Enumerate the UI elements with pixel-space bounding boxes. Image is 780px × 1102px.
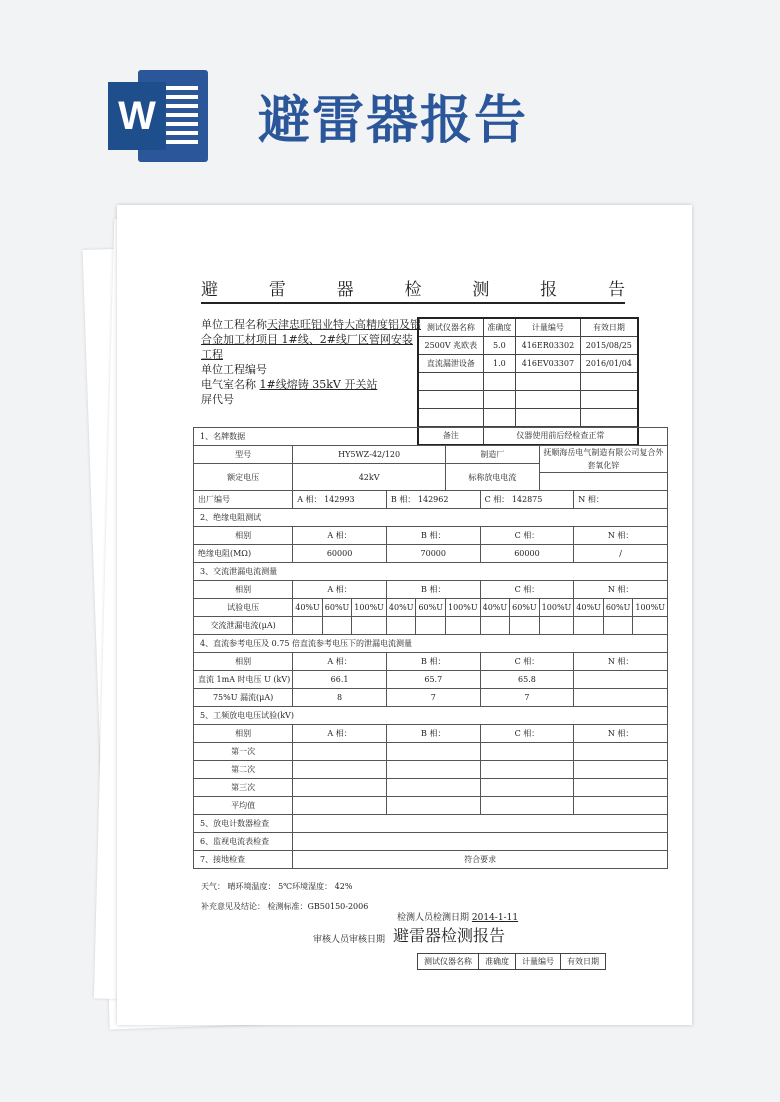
test-data-table: 1、名牌数据 型号 HY5WZ-42/120 制造厂 抚顺海岳电气制造有限公司复合外套氧化锌 额定电压 42kV 标称放电电流 出厂编号 A 相： 142993 B 相： 142962 C 相： 142875 N 相： 2、绝缘电阻测试 相别 A 相： B 相： C 相： N 相： 绝缘电阻(MΩ) 60000 70000 60000 / 3、交流泄漏电流测量 相别 A 相： B 相： C 相： N 相： 试验电压 40%U 60%U 100%U 40%U 60%U 100%U 40%U 60%U 100%U 40%U 60%U 100%U 交流泄漏电流(μA) 4、直流参考电压及 0.75 倍直流参考电压下的泄漏电流测量 相别 A 相： B 相： C 相： N 相： 直流 1mA 时电压 U (kV) 66.1 65.7 65.8 75%U 漏流(μA) 8 7 7 5、工频放电电压试验(kV) 相别 A 相： B 相： C 相： N 相： 第一次 第二次 第三次 平均值 5、放电计数器检查 6、监视电流表检查 7、接地检查 符合要求 bbox=[193, 427, 668, 869]
room-label: 电气室名称 bbox=[201, 378, 256, 391]
room-value: 1#线熔铸 35kV 开关站 bbox=[259, 378, 378, 391]
document-title: 避雷器报告 bbox=[258, 91, 529, 151]
inspect-date: 2014-1-11 bbox=[471, 913, 519, 923]
word-icon-letter: W bbox=[108, 82, 166, 150]
section-ac-leak: 3、交流泄漏电流测量 bbox=[194, 563, 668, 581]
word-icon bbox=[108, 70, 208, 162]
ground-result: 符合要求 bbox=[293, 851, 668, 869]
header bbox=[0, 0, 780, 200]
table-row: 直流漏泄设备 1.0 416EV03307 2016/01/04 bbox=[418, 355, 638, 373]
report-page bbox=[117, 205, 692, 1025]
section-dc-ref: 4、直流参考电压及 0.75 倍直流参考电压下的泄漏电流测量 bbox=[194, 635, 668, 653]
maker-value: 抚顺海岳电气制造有限公司复合外套氧化锌 bbox=[539, 446, 667, 473]
title-char: 检 bbox=[404, 280, 422, 300]
reviewer-line: 审核人员审核日期 bbox=[313, 935, 386, 945]
title-char: 器 bbox=[336, 280, 354, 300]
model-value: HY5WZ-42/120 bbox=[293, 446, 446, 464]
serial-a: A 相： 142993 bbox=[293, 491, 387, 509]
weather-line: 天气： 晴环境温度： 5℃环境湿度： 42% bbox=[201, 882, 353, 891]
check-counter: 5、放电计数器检查 bbox=[194, 815, 293, 833]
section-nameplate: 1、名牌数据 bbox=[194, 428, 668, 446]
footer-notes bbox=[201, 877, 368, 917]
unit-project-value: 天津忠旺铝业特大高精度铝及铝合金加工材项目 1#线、2#线厂区管网安装工程 bbox=[201, 318, 421, 361]
rated-voltage-value: 42kV bbox=[293, 464, 446, 491]
instrument-header: 准确度 bbox=[483, 318, 515, 337]
notes-line: 补充意见及结论： 检测标准：GB50150-2006 bbox=[201, 902, 369, 911]
unit-project-no-label: 单位工程编号 bbox=[201, 363, 267, 376]
instrument-header: 计量编号 bbox=[516, 318, 581, 337]
title-char: 避 bbox=[201, 280, 218, 300]
title-char: 雷 bbox=[268, 280, 286, 300]
instrument-header: 测试仪器名称 bbox=[418, 318, 483, 337]
section-insulation: 2、绝缘电阻测试 bbox=[194, 509, 668, 527]
report-title bbox=[201, 275, 625, 304]
check-ammeter: 6、监视电流表检查 bbox=[194, 833, 293, 851]
title-char: 测 bbox=[472, 280, 490, 300]
unit-project-label: 单位工程名称 bbox=[201, 318, 267, 331]
serial-n: N 相： bbox=[574, 491, 668, 509]
table-row: 直流 1mA 时电压 U (kV) 66.1 65.7 65.8 bbox=[194, 671, 668, 689]
title-char: 告 bbox=[607, 280, 625, 300]
cabinet-label: 屏代号 bbox=[201, 393, 234, 406]
title-char: 报 bbox=[540, 280, 558, 300]
instrument-header: 有效日期 bbox=[580, 318, 638, 337]
table-row: 2500V 兆欧表 5.0 416ER03302 2015/08/25 bbox=[418, 337, 638, 355]
second-instrument-table: 测试仪器名称 准确度 计量编号 有效日期 bbox=[417, 953, 606, 970]
table-row: 75%U 漏流(μA) 8 7 7 bbox=[194, 689, 668, 707]
second-report-title: 避雷器检测报告 bbox=[393, 926, 506, 945]
serial-c: C 相： 142875 bbox=[480, 491, 574, 509]
check-ground: 7、接地检查 bbox=[194, 851, 293, 869]
remark-value: 仪器使用前后经检查正常 bbox=[483, 427, 638, 446]
serial-b: B 相： 142962 bbox=[386, 491, 480, 509]
table-row: 绝缘电阻(MΩ) 60000 70000 60000 / bbox=[194, 545, 668, 563]
project-info bbox=[201, 317, 421, 407]
remark-label: 备注 bbox=[418, 427, 483, 446]
inspector-line: 检测人员检测日期 2014-1-11 bbox=[397, 913, 519, 923]
section-power-freq: 5、工频放电电压试验(kV) bbox=[194, 707, 668, 725]
